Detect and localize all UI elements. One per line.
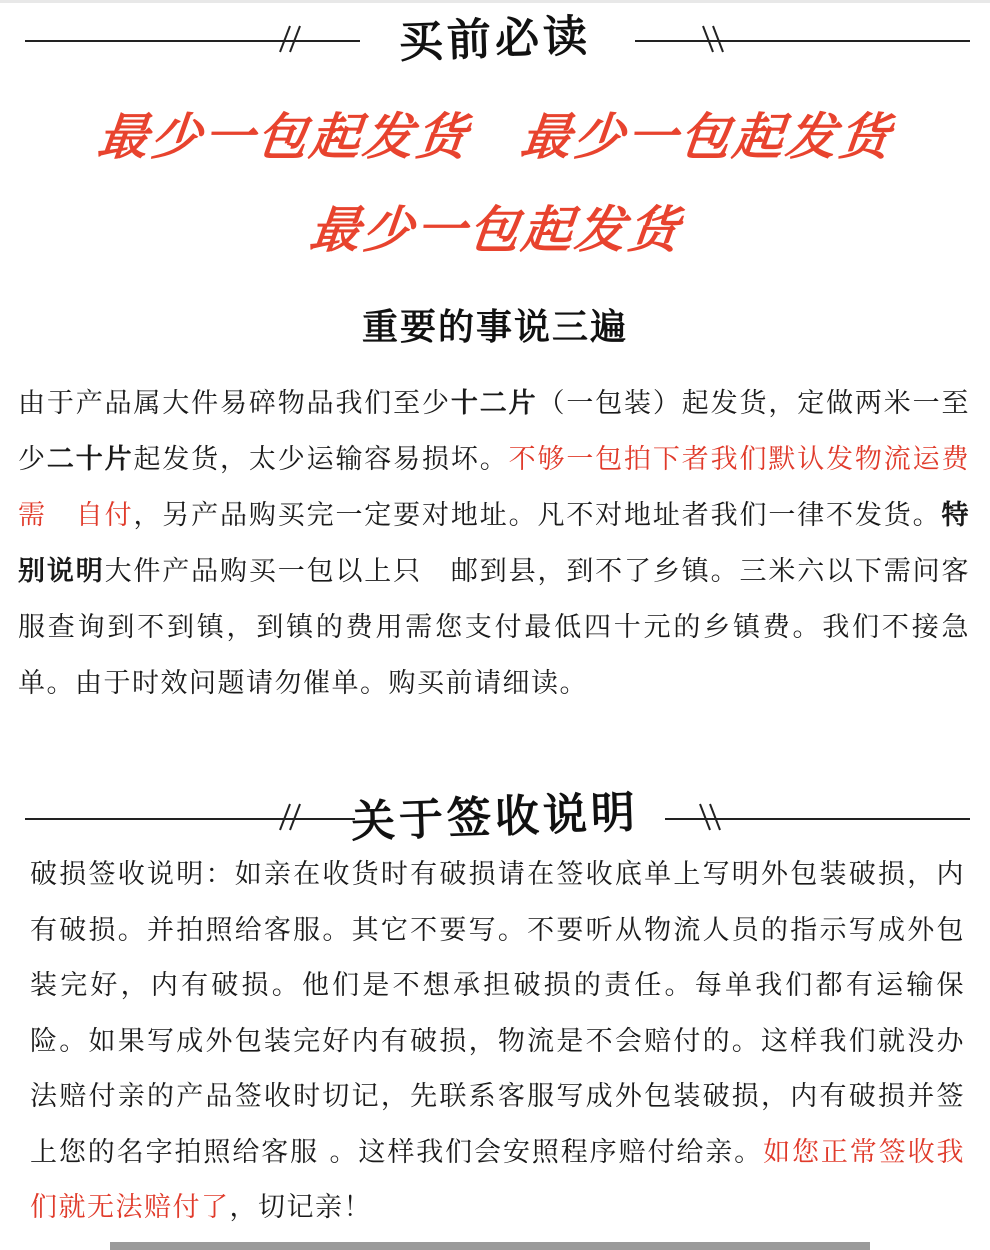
banner-row-1 xyxy=(0,102,990,172)
banner-text: 最少一包起发货 xyxy=(94,108,473,166)
text-segment: 破损签收说明：如亲在收货时有破损请在签收底单上写明外包装破损，内有破损。并拍照给客服。其它不要写。不要听从物流人员的指示写成外包装完好，内有破损。他们是不想承担破损的责任。每单我们都有运输保险。如果写成外包装完好内有破损，物流是不会赔付的。这样我们就没办法赔付亲的产品签收时切记，先联系客服写成外包装破损，内有破损并签上您的名字拍照给客服 。这样我们会安照程序赔付给亲。 xyxy=(30,859,965,1168)
header-receipt xyxy=(0,788,990,848)
text-segment: （一包装）起发货，定做两米一至少 xyxy=(18,388,970,475)
divider-line-right xyxy=(635,40,970,42)
text-segment: 由于产品属大件易碎物品我们至少 xyxy=(18,388,451,419)
bold-segment: 特别说明 xyxy=(18,500,970,587)
bottom-image-edge xyxy=(110,1242,870,1250)
text-segment: 起发货，太少运输容易损坏。 xyxy=(133,444,509,475)
bold-segment: 十二片 xyxy=(450,388,538,419)
banner-text: 最少一包起发货 xyxy=(517,108,896,166)
red-highlight-segment: 不够一包拍下者我们默认发物流运费需 自付 xyxy=(18,444,970,531)
header-must-read xyxy=(0,10,990,70)
text-segment: 大件产品购买一包以上只 邮到县，到不了乡镇。三米六以下需问客服查询到不到镇，到镇的费用需您支付最低四十元的乡镇费。我们不接急单。由于时效问题请勿催单。购买前请细读。 xyxy=(18,556,970,699)
red-highlight-segment: 如您正常签收我们就无法赔付了 xyxy=(30,1136,965,1223)
receipt-notice-paragraph xyxy=(30,847,965,1236)
text-segment: ，切记亲！ xyxy=(229,1192,372,1223)
bold-segment: 二十片 xyxy=(46,444,134,475)
text-segment: ，另产品购买完一定要对地址。凡不对地址者我们一律不发货。 xyxy=(133,500,942,531)
banner-text: 最少一包起发货 xyxy=(306,201,684,259)
shipping-notice-paragraph xyxy=(18,376,970,712)
double-backslash-icon xyxy=(695,24,731,54)
subtitle-important: 重要的事说三遍 xyxy=(361,307,628,348)
banner-row-2 xyxy=(0,195,990,265)
section-title-receipt: 关于签收说明 xyxy=(350,786,640,849)
section-title-must-read: 买前必读 xyxy=(398,10,592,69)
double-backslash-icon xyxy=(692,802,728,832)
